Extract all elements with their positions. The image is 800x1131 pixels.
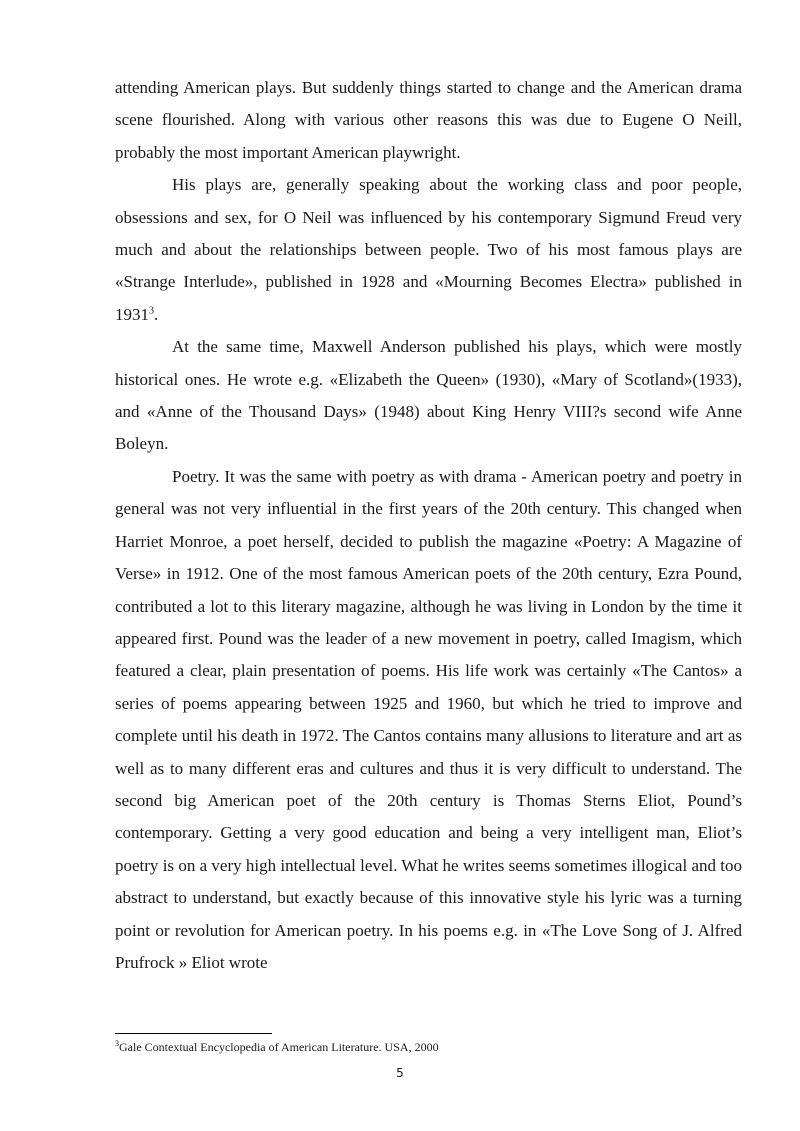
paragraph-2-text: His plays are, generally speaking about the working class and poor people, obsessions and sex, for O Neil was influenced by his contemporary Sigmund Freud very much and about the relationships between people. Two of his most famous plays are «Strange Interlude», published in 1928 and «Mourning Becomes Electra» published in 1931: [115, 175, 742, 324]
footnote-marker: 3: [115, 1039, 119, 1048]
paragraph-4: [115, 461, 742, 980]
body-text: [115, 72, 742, 979]
paragraph-2: [115, 169, 742, 331]
paragraph-2-tail: .: [154, 304, 159, 324]
footnote-reference[interactable]: 3: [149, 305, 154, 317]
paragraph-3-text: At the same time, Maxwell Anderson published his plays, which were mostly historical ones. He wrote e.g. «Elizabeth the Queen» (1930), «Mary of Scotland»(1933), and «Anne of the Thousand Days» (1948) about King Henry VIII?s second wife Anne Boleyn.: [115, 337, 742, 454]
paragraph-3: [115, 331, 742, 461]
footnote: [115, 1040, 742, 1054]
paragraph-4-text: Poetry. It was the same with poetry as with drama - American poetry and poetry in general was not very influential in the first years of the 20th century. This changed when Harriet Monroe, a poet herself, decided to publish the magazine «Poetry: A Magazine of Verse» in 1912. One of the most famous American poets of the 20th century, Ezra Pound, contributed a lot to this literary magazine, although he was living in London by the time it appeared first. Pound was the leader of a new movement in poetry, called Imagism, which featured a clear, plain presentation of poems. His life work was certainly «The Cantos» a series of poems appearing between 1925 and 1960, but which he tried to improve and complete until his death in 1972. The Cantos contains many allusions to literature and art as well as to many different eras and cultures and thus it is very difficult to understand. The second big American poet of the 20th century is Thomas Sterns Eliot, Pound’s contemporary. Getting a very good education and being a very intelligent man, Eliot’s poetry is on a very high intellectual level. What he writes seems sometimes illogical and too abstract to understand, but exactly because of this innovative style his lyric was a turning point or revolution for American poetry. In his poems e.g. in «The Love Song of J. Alfred Prufrock » Eliot wrote: [115, 466, 742, 972]
footnote-text: Gale Contextual Encyclopedia of American Literature. USA, 2000: [119, 1040, 439, 1054]
footnote-divider: [115, 1033, 272, 1034]
paragraph-1-text: attending American plays. But suddenly things started to change and the American drama scene flourished. Along with various other reasons this was due to Eugene O Neill, probably the most important American playwright.: [115, 78, 742, 162]
paragraph-1: [115, 72, 742, 169]
page-number: 5: [396, 1066, 404, 1080]
